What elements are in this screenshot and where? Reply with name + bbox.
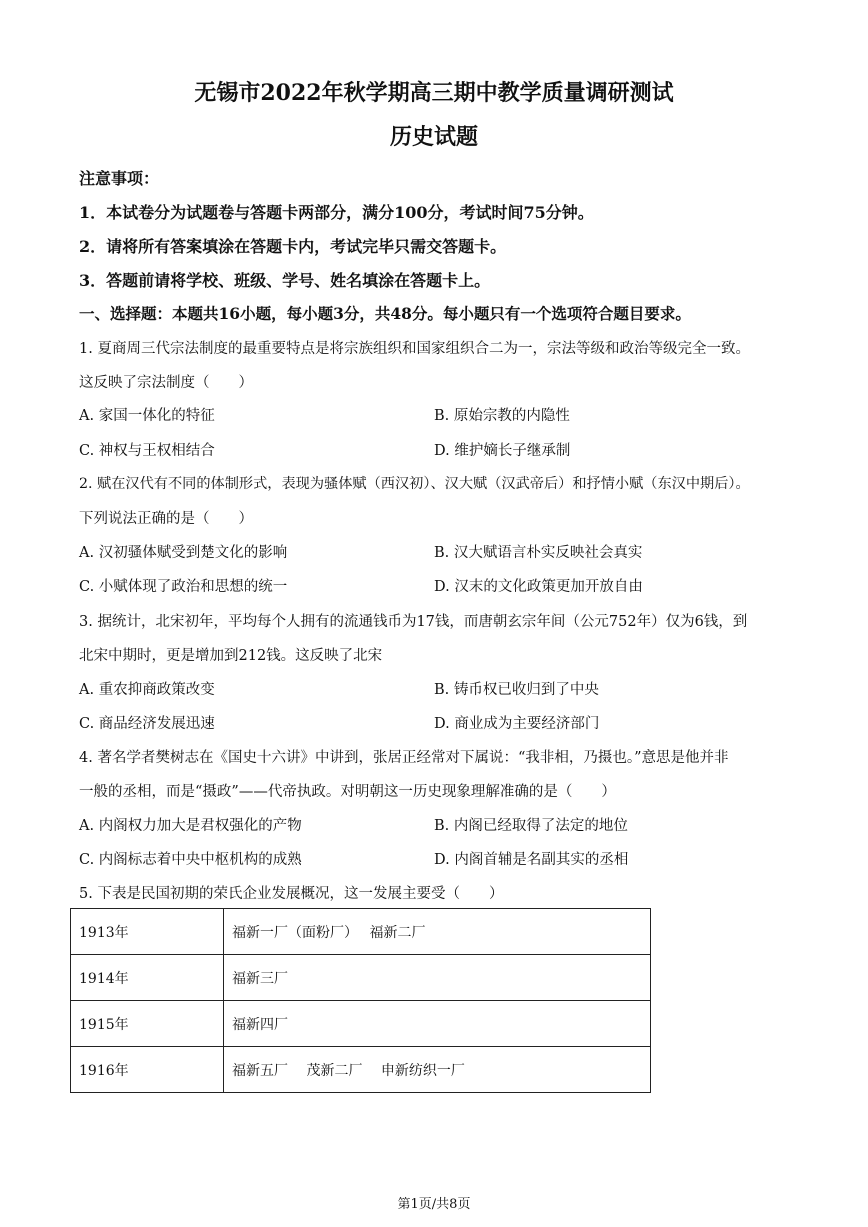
question-3-stem: 3. 据统计，北宋初年，平均每个人拥有的流通钱币为17钱，而唐朝玄宗年间（公元752年）仅为6钱，到 xyxy=(79,614,748,630)
notice-item: 1．本试卷分为试题卷与答题卡两部分，满分100分，考试时间75分钟。 xyxy=(79,203,594,222)
exam-title: 无锡市2022年秋学期高三期中教学质量调研测试 xyxy=(194,80,674,106)
question-1-option-c: C. 神权与王权相结合 xyxy=(79,443,215,459)
table-cell-content: 福新四厂 xyxy=(224,1001,651,1047)
question-4-option-a: A. 内阁权力加大是君权强化的产物 xyxy=(79,818,302,834)
exam-subtitle: 历史试题 xyxy=(389,124,478,150)
table-row xyxy=(71,1047,651,1093)
question-3-stem: 北宋中期时，更是增加到212钱。这反映了北宋 xyxy=(79,648,383,664)
question-2-option-b: B. 汉大赋语言朴实反映社会真实 xyxy=(434,545,643,561)
question-2-option-a: A. 汉初骚体赋受到楚文化的影响 xyxy=(79,545,288,561)
question-4-option-b: B. 内阁已经取得了法定的地位 xyxy=(434,818,628,834)
table-cell-year: 1913年 xyxy=(71,909,224,955)
question-2-option-c: C. 小赋体现了政治和思想的统一 xyxy=(79,579,288,595)
question-1-option-d: D. 维护嫡长子继承制 xyxy=(434,443,571,459)
question-3-option-a: A. 重农抑商政策改变 xyxy=(79,682,215,698)
question-2-option-d: D. 汉末的文化政策更加开放自由 xyxy=(434,579,643,595)
section-heading: 一、选择题：本题共16小题，每小题3分，共48分。每小题只有一个选项符合题目要求。 xyxy=(79,304,691,323)
table-cell-year: 1915年 xyxy=(71,1001,224,1047)
table-cell-year: 1916年 xyxy=(71,1047,224,1093)
question-1-stem: 这反映了宗法制度（ ） xyxy=(79,375,253,391)
question-1-option-b: B. 原始宗教的内隐性 xyxy=(434,408,570,424)
question-2-stem: 下列说法正确的是（ ） xyxy=(79,511,253,527)
notice-heading: 注意事项： xyxy=(79,169,160,188)
question-4-option-d: D. 内阁首辅是名副其实的丞相 xyxy=(434,852,629,868)
question-2-stem: 2. 赋在汉代有不同的体制形式，表现为骚体赋（西汉初）、汉大赋（汉武帝后）和抒情小赋（东汉中期后）。 xyxy=(79,476,750,492)
rongshi-enterprise-table xyxy=(70,908,651,1093)
question-3-option-d: D. 商业成为主要经济部门 xyxy=(434,716,600,732)
notice-item: 2．请将所有答案填涂在答题卡内，考试完毕只需交答题卡。 xyxy=(79,237,507,256)
question-4-stem: 4. 著名学者樊树志在《国史十六讲》中讲到，张居正经常对下属说：“我非相，乃摄也。”意思是他并非 xyxy=(79,750,729,766)
notice-item: 3．答题前请将学校、班级、学号、姓名填涂在答题卡上。 xyxy=(79,271,491,290)
table-cell-content: 福新五厂 茂新二厂 申新纺织一厂 xyxy=(224,1047,651,1093)
question-4-stem: 一般的丞相，而是“摄政”——代帝执政。对明朝这一历史现象理解准确的是（ ） xyxy=(79,784,616,800)
table-cell-content: 福新一厂（面粉厂） 福新二厂 xyxy=(224,909,651,955)
question-3-option-b: B. 铸币权已收归到了中央 xyxy=(434,682,599,698)
question-3-option-c: C. 商品经济发展迅速 xyxy=(79,716,215,732)
question-5-stem: 5. 下表是民国初期的荣氏企业发展概况，这一发展主要受（ ） xyxy=(79,886,504,902)
page-number: 第1页/共8页 xyxy=(397,1197,471,1212)
question-1-option-a: A. 家国一体化的特征 xyxy=(79,408,215,424)
question-4-option-c: C. 内阁标志着中央中枢机构的成熟 xyxy=(79,852,302,868)
table-row xyxy=(71,955,651,1001)
table-row xyxy=(71,1001,651,1047)
table-cell-year: 1914年 xyxy=(71,955,224,1001)
table-row xyxy=(71,909,651,955)
table-cell-content: 福新三厂 xyxy=(224,955,651,1001)
question-1-stem: 1. 夏商周三代宗法制度的最重要特点是将宗族组织和国家组织合二为一，宗法等级和政治等级完全一致。 xyxy=(79,341,750,357)
